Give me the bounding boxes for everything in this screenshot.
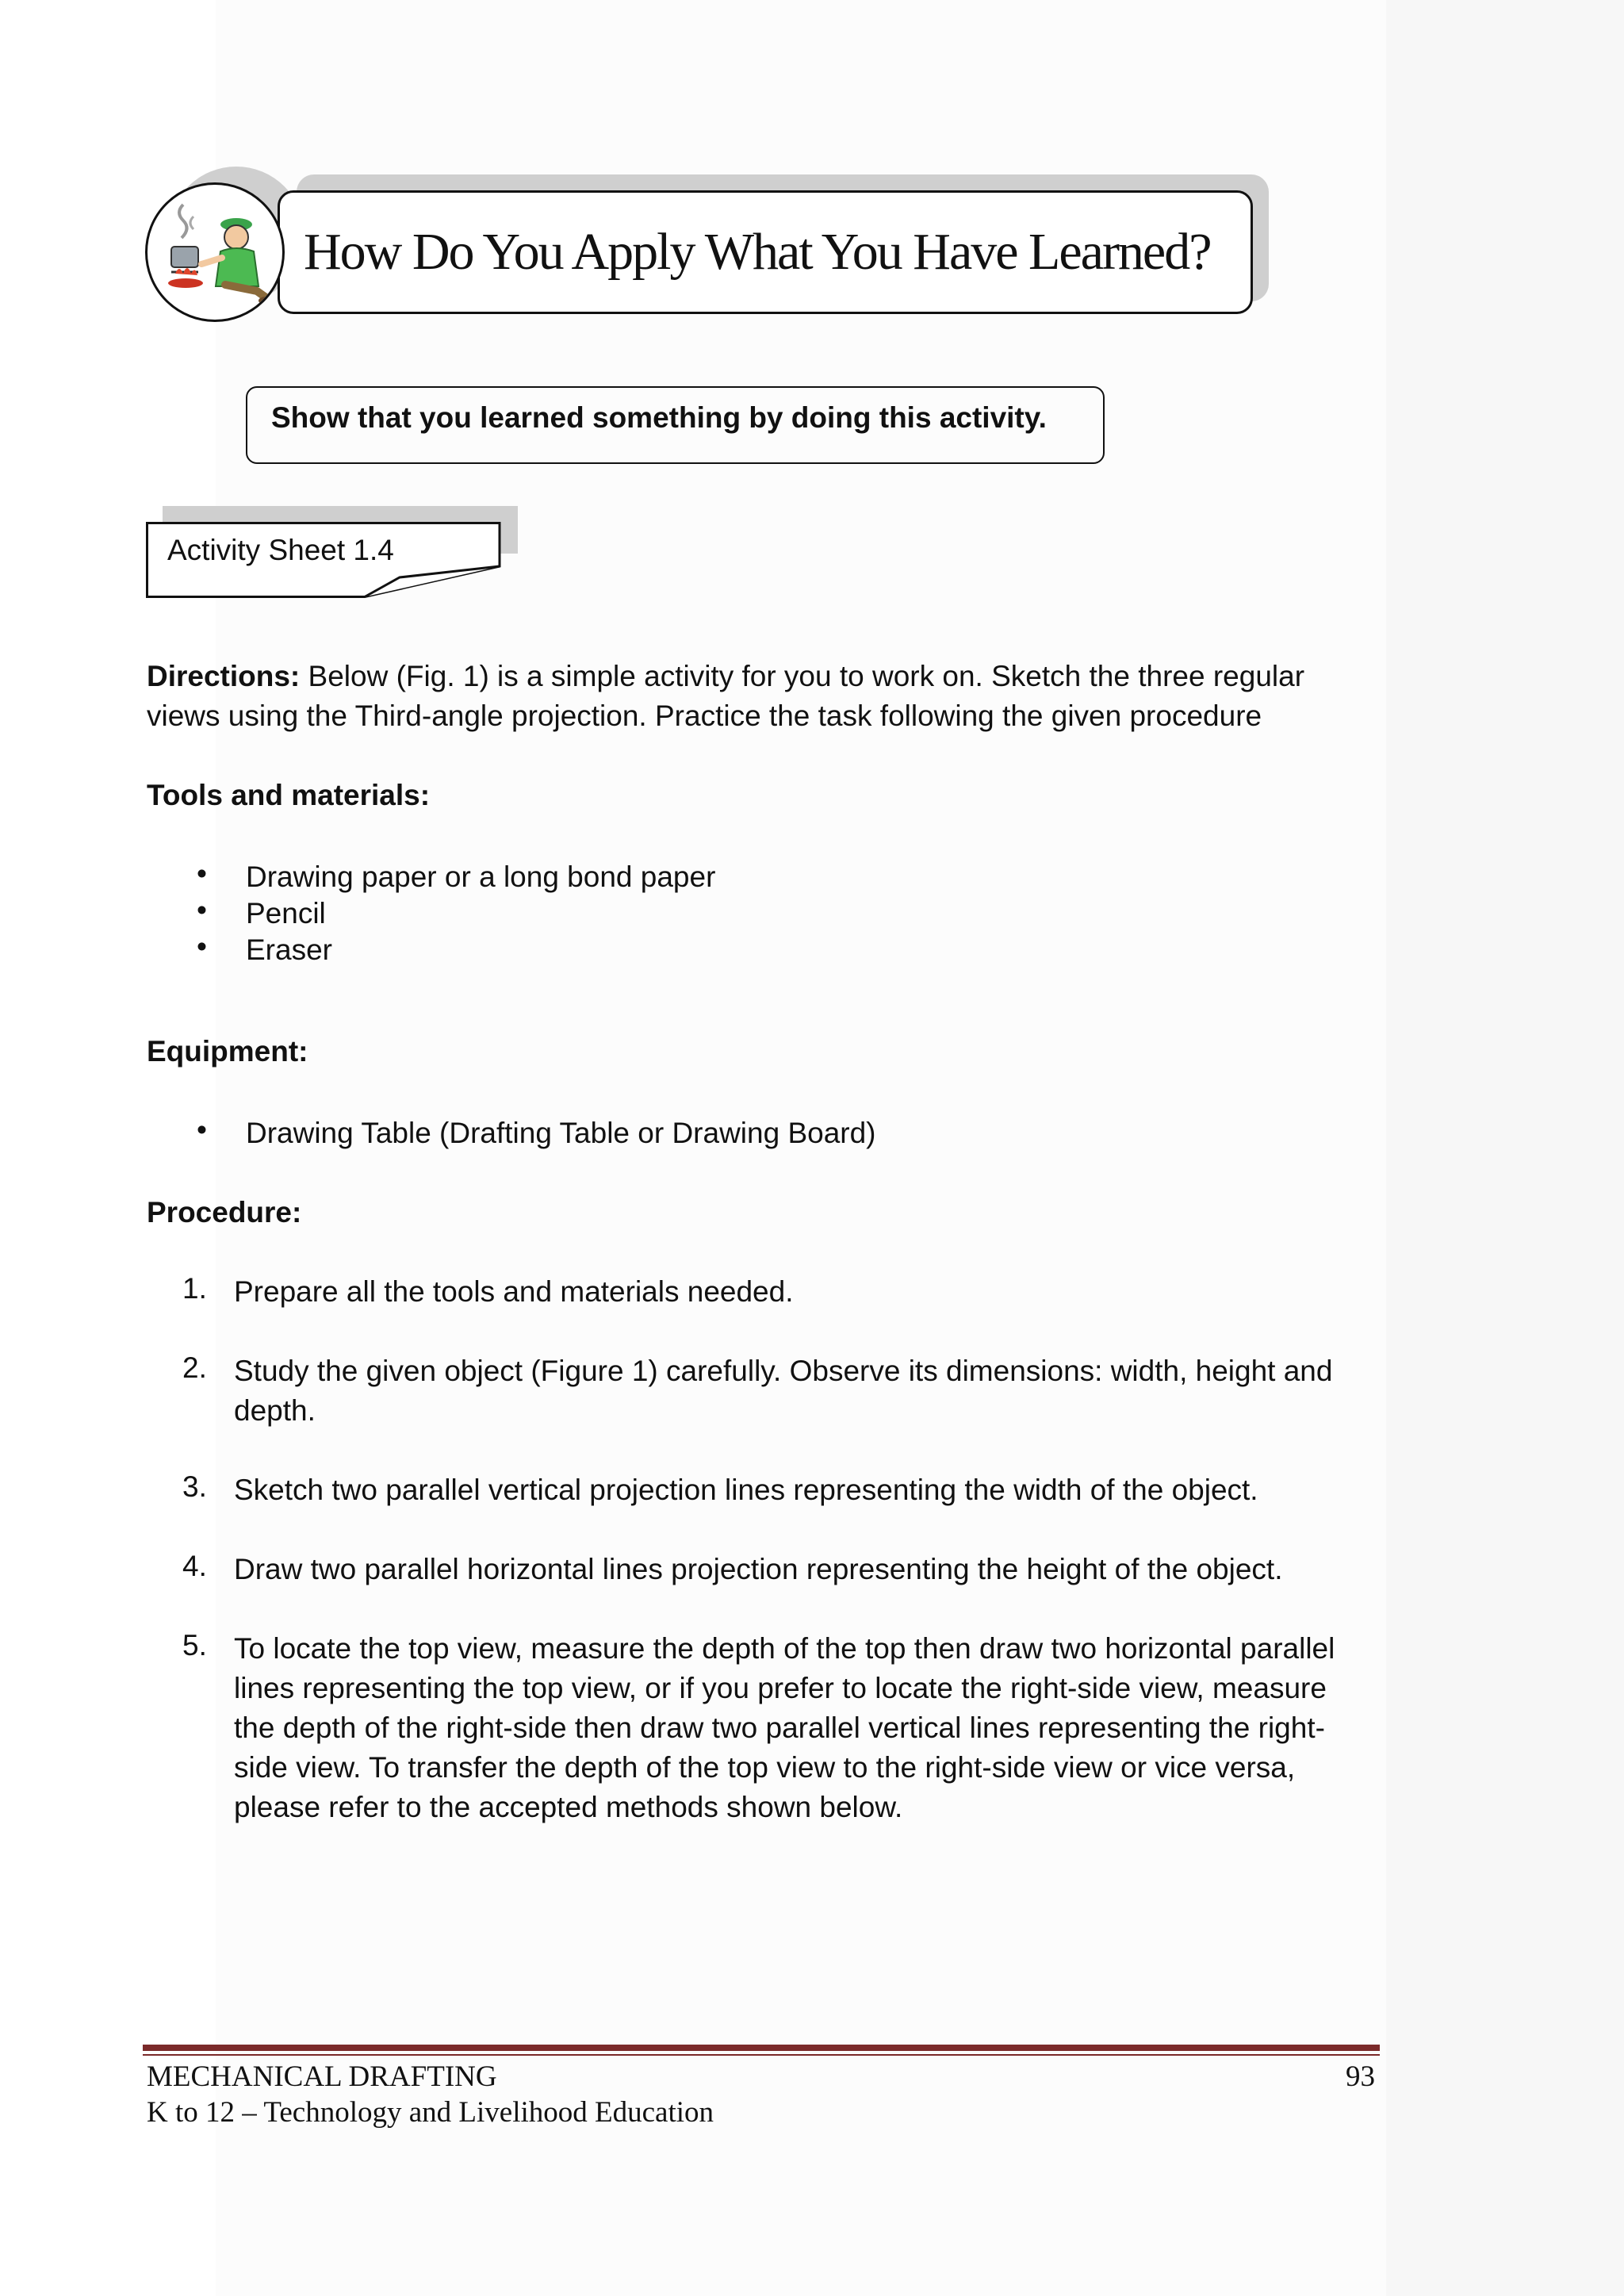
step-text: depth.: [234, 1394, 316, 1427]
step-text: side view. To transfer the depth of the top view to the right-side view or vice versa,: [234, 1751, 1296, 1784]
tools-item: Drawing paper or a long bond paper: [246, 861, 716, 893]
step-number: 4.: [182, 1550, 207, 1582]
camper-cooking-icon: [145, 182, 285, 322]
bullet-icon: •: [197, 894, 207, 926]
step-number: 5.: [182, 1629, 207, 1662]
step-number: 2.: [182, 1351, 207, 1384]
bullet-icon: •: [197, 1114, 207, 1146]
directions-line-1: [147, 657, 1304, 696]
step-text: Prepare all the tools and materials needed.: [234, 1275, 794, 1308]
title-banner: [278, 190, 1253, 314]
directions-text-1: Below (Fig. 1) is a simple activity for you to work on. Sketch the three regular: [308, 660, 1305, 692]
page-edge-shade: [1386, 0, 1624, 2296]
equipment-item: Drawing Table (Drafting Table or Drawing Board): [246, 1117, 876, 1149]
step-number: 1.: [182, 1272, 207, 1305]
page-number: 93: [1346, 2060, 1375, 2093]
step-text: please refer to the accepted methods shown below.: [234, 1791, 903, 1823]
directions-text-2: views using the Third-angle projection. Practice the task following the given procedure: [147, 700, 1262, 732]
footer-program: K to 12 – Technology and Livelihood Education: [147, 2096, 714, 2129]
tools-item: Pencil: [246, 897, 326, 930]
footer-rule-thin: [143, 2054, 1380, 2056]
footer-rule-thick: [143, 2045, 1380, 2051]
bullet-icon: •: [197, 930, 207, 963]
step-text: Study the given object (Figure 1) carefully. Observe its dimensions: width, height and: [234, 1355, 1333, 1387]
step-text: Sketch two parallel vertical projection lines representing the width of the object.: [234, 1474, 1258, 1506]
step-text: To locate the top view, measure the depth of the top then draw two horizontal parallel: [234, 1632, 1335, 1665]
tools-heading: Tools and materials:: [147, 779, 431, 811]
activity-tag-label: Activity Sheet 1.4: [167, 534, 394, 566]
step-text: the depth of the right-side then draw two parallel vertical lines representing the right-: [234, 1711, 1325, 1744]
instruction-box: [246, 386, 1105, 464]
emblem-illustration: [147, 185, 282, 320]
step-text: Draw two parallel horizontal lines projection representing the height of the object.: [234, 1553, 1283, 1585]
procedure-heading: Procedure:: [147, 1196, 302, 1228]
instruction-text: Show that you learned something by doing this activity.: [271, 401, 1047, 434]
page-title: How Do You Apply What You Have Learned?: [304, 223, 1211, 281]
tools-item: Eraser: [246, 933, 332, 966]
footer-subject: MECHANICAL DRAFTING: [147, 2060, 497, 2093]
directions-label: Directions:: [147, 660, 301, 692]
bullet-icon: •: [197, 857, 207, 890]
step-text: lines representing the top view, or if you prefer to locate the right-side view, measure: [234, 1672, 1327, 1704]
step-number: 3.: [182, 1470, 207, 1503]
equipment-heading: Equipment:: [147, 1035, 308, 1068]
